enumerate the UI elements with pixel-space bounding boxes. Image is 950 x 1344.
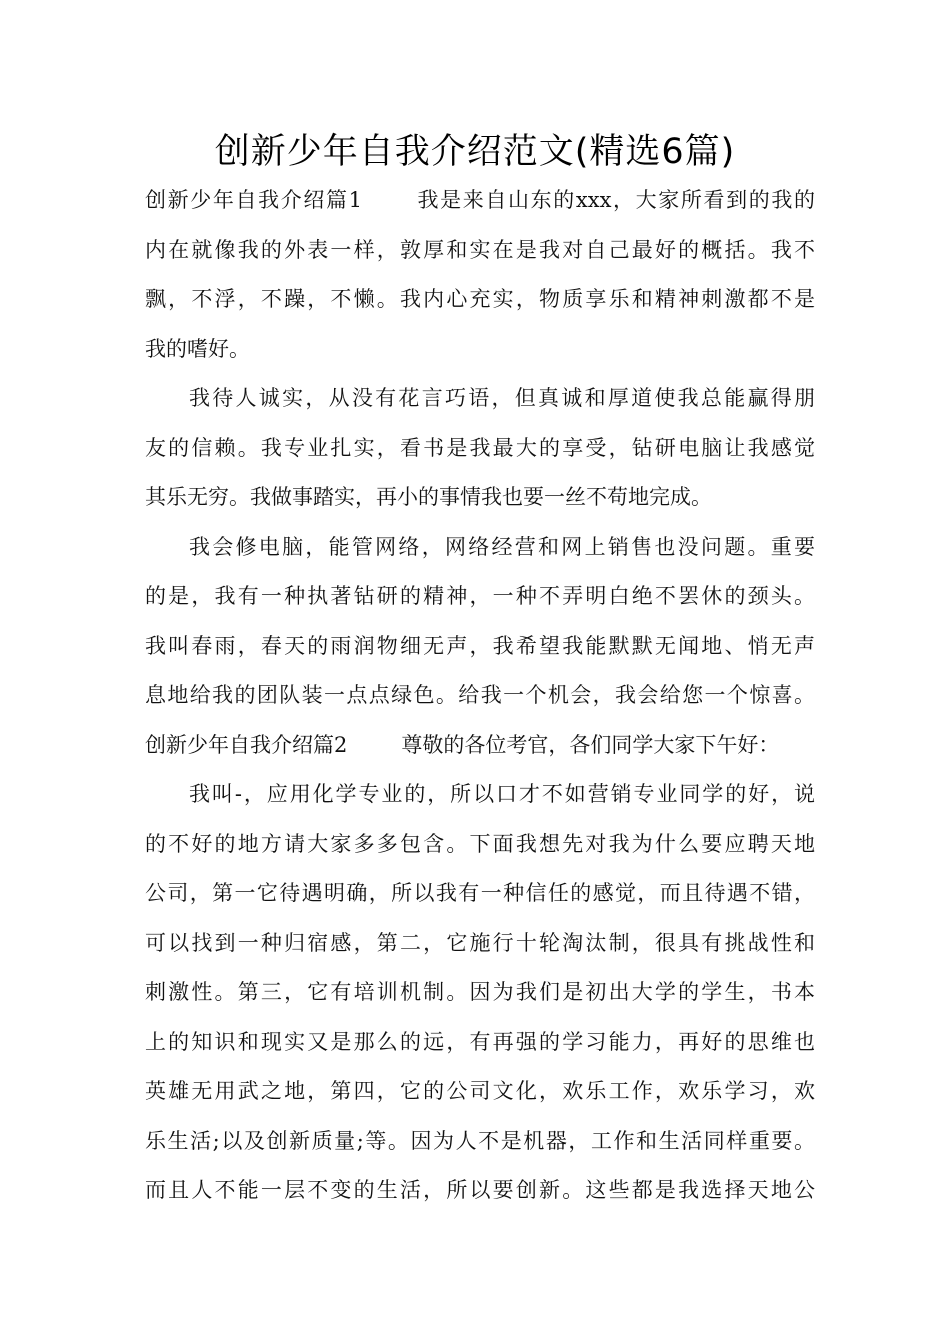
text-line: 内在就像我的外表一样，敦厚和实在是我对自己最好的概括。我不 xyxy=(145,237,815,262)
text-line: 刺激性。第三，它有培训机制。因为我们是初出大学的学生，书本 xyxy=(145,980,815,1004)
text-line: 英雄无用武之地，第四，它的公司文化，欢乐工作，欢乐学习，欢 xyxy=(145,1079,815,1103)
text-line: 乐生活;以及创新质量;等。因为人不是机器，工作和生活同样重要。 xyxy=(145,1128,815,1153)
text-line: 友的信赖。我专业扎实，看书是我最大的享受，钻研电脑让我感觉 xyxy=(145,435,815,460)
text-line: 而且人不能一层不变的生活，所以要创新。这些都是我选择天地公 xyxy=(145,1178,815,1202)
text-line: 我待人诚实，从没有花言巧语，但真诚和厚道使我总能赢得朋 xyxy=(189,386,815,410)
section-heading: 创新少年自我介绍篇2 xyxy=(145,732,348,757)
text-line: 可以找到一种归宿感，第二，它施行十轮淘汰制，很具有挑战性和 xyxy=(145,930,815,955)
text-line: 息地给我的团队装一点点绿色。给我一个机会，我会给您一个惊喜。 xyxy=(145,683,815,707)
text-line: 的不好的地方请大家多多包含。下面我想先对我为什么要应聘天地 xyxy=(145,831,815,856)
text-line: 飘，不浮，不躁，不懒。我内心充实，物质享乐和精神刺激都不是 xyxy=(145,287,815,311)
line-text: 尊敬的各位考官，各们同学大家下午好： xyxy=(401,732,780,757)
line-text: 我是来自山东的xxx，大家所看到的我的 xyxy=(415,188,815,212)
text-line: 我叫-，应用化学专业的，所以口才不如营销专业同学的好，说 xyxy=(189,782,815,806)
text-line: 的是，我有一种执著钻研的精神，一种不弄明白绝不罢休的颈头。 xyxy=(145,584,815,608)
text-line: 我叫春雨，春天的雨润物细无声，我希望我能默默无闻地、悄无声 xyxy=(145,633,815,658)
text-line: 我的嗜好。 xyxy=(145,336,250,361)
text-line xyxy=(145,721,815,771)
text-line: 我会修电脑，能管网络，网络经营和网上销售也没问题。重要 xyxy=(189,534,815,559)
document-title: 创新少年自我介绍范文(精选6篇) xyxy=(214,132,736,172)
section-heading: 创新少年自我介绍篇1 xyxy=(145,188,362,212)
document-body xyxy=(145,176,815,1216)
text-line xyxy=(145,176,815,226)
text-line: 公司，第一它待遇明确，所以我有一种信任的感觉，而且待遇不错， xyxy=(145,881,815,905)
text-line: 上的知识和现实又是那么的远，有再强的学习能力，再好的思维也 xyxy=(145,1029,815,1054)
text-line: 其乐无穷。我做事踏实，再小的事情我也要一丝不苟地完成。 xyxy=(145,485,712,509)
